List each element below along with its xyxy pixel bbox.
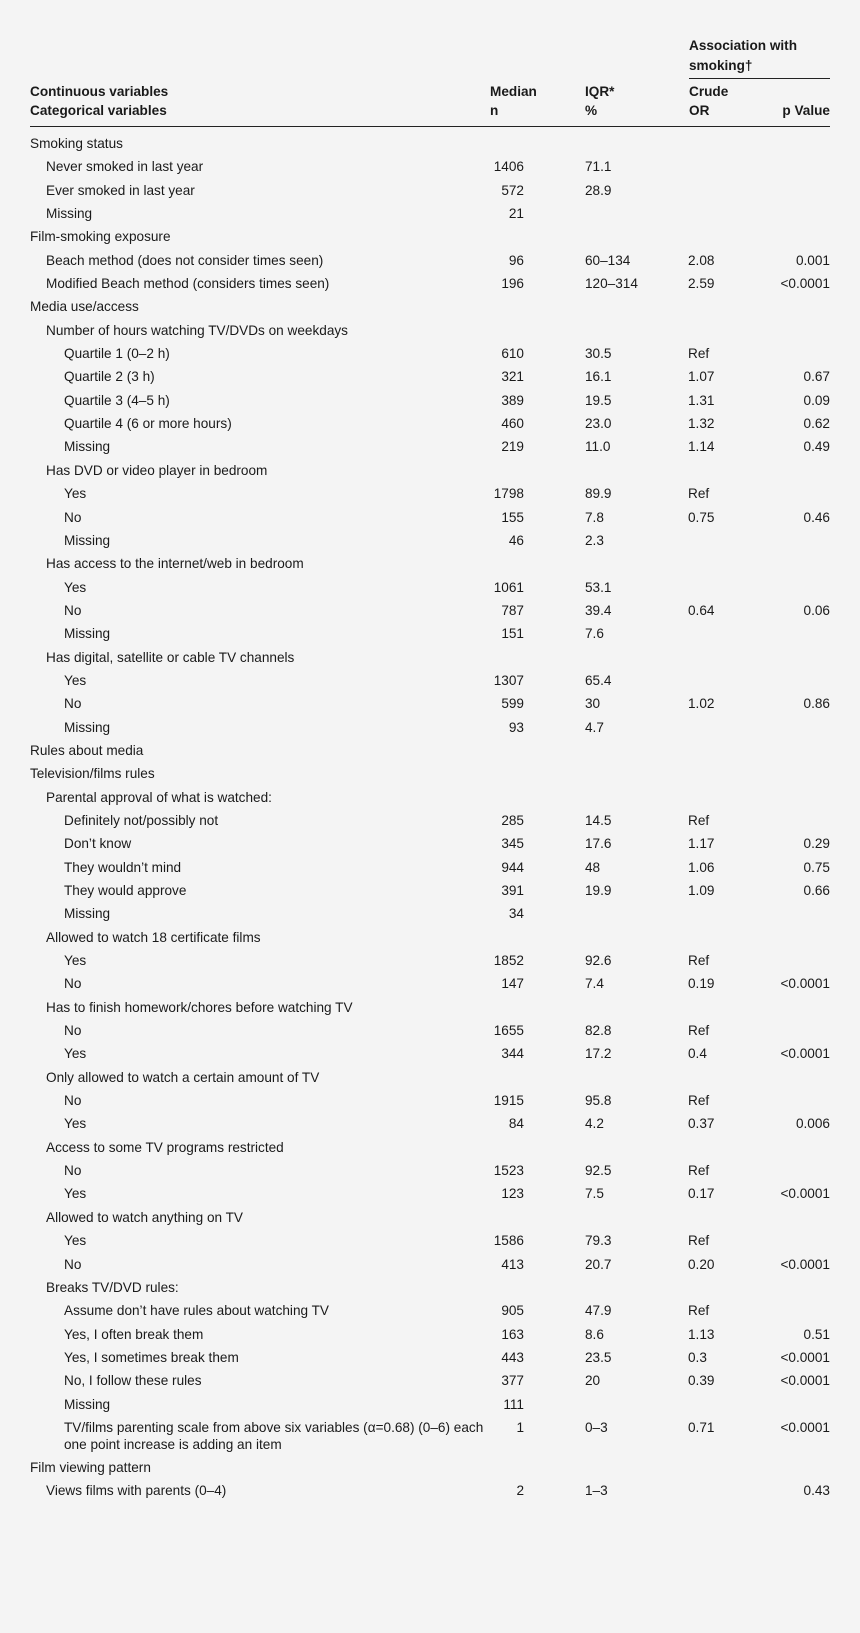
row-label: Has access to the internet/web in bedroom [46, 556, 304, 572]
table-row [0, 389, 860, 412]
table-row [0, 225, 860, 248]
row-label: Has DVD or video player in bedroom [46, 462, 268, 478]
table-row [0, 622, 860, 645]
table-row [0, 1089, 860, 1112]
cell-n: 1798 [493, 486, 524, 502]
table-row [0, 179, 860, 202]
cell-pct: 60–134 [585, 252, 631, 268]
table-row [0, 576, 860, 599]
header-median: Median [490, 84, 537, 99]
cell-or: Ref [688, 1093, 710, 1109]
table-row [0, 272, 860, 295]
row-label: Yes [64, 1233, 87, 1249]
table-row [0, 599, 860, 622]
table-row [0, 716, 860, 739]
cell-or: 0.4 [688, 1046, 707, 1062]
cell-p-value: <0.0001 [780, 1349, 830, 1365]
table-row [0, 1346, 860, 1369]
table-row [0, 1393, 860, 1416]
cell-or: 1.07 [688, 369, 715, 385]
cell-or: 2.08 [688, 252, 715, 268]
cell-n: 787 [501, 602, 524, 618]
cell-n: 345 [501, 836, 524, 852]
cell-n: 1061 [493, 579, 524, 595]
row-label: Yes [64, 1116, 87, 1132]
row-label: Beach method (does not consider times seen) [46, 252, 324, 268]
cell-or: 1.13 [688, 1326, 715, 1342]
cell-pct: 14.5 [585, 812, 612, 828]
cell-pct: 65.4 [585, 672, 612, 688]
table-row [0, 1229, 860, 1252]
table-row [0, 319, 860, 342]
cell-n: 21 [508, 206, 524, 222]
cell-pct: 20 [585, 1373, 601, 1389]
cell-n: 84 [508, 1116, 524, 1132]
row-label: No [64, 976, 82, 992]
cell-n: 389 [501, 392, 524, 408]
cell-p-value: <0.0001 [780, 1046, 830, 1062]
association-rule [689, 78, 830, 79]
table-row [0, 1182, 860, 1205]
table-row [0, 879, 860, 902]
cell-p-value: 0.46 [803, 509, 830, 525]
cell-or: 0.19 [688, 976, 715, 992]
cell-n: 93 [508, 719, 524, 735]
cell-or: 0.71 [688, 1419, 715, 1435]
cell-or: 1.31 [688, 392, 715, 408]
cell-p-value: 0.43 [803, 1483, 830, 1499]
cell-or: Ref [688, 1303, 710, 1319]
row-label: No [64, 1163, 82, 1179]
table-row [0, 739, 860, 762]
cell-pct: 30.5 [585, 346, 612, 362]
cell-or: 1.02 [688, 696, 715, 712]
cell-n: 1406 [493, 159, 524, 175]
table-row [0, 1042, 860, 1065]
cell-pct: 53.1 [585, 579, 612, 595]
row-label: No [64, 602, 82, 618]
row-label: Has to finish homework/chores before watching TV [46, 999, 353, 1015]
table-row [0, 342, 860, 365]
cell-p-value: 0.75 [803, 859, 830, 875]
cell-n: 46 [508, 532, 524, 548]
cell-p-value: 0.001 [795, 252, 830, 268]
table-row [0, 692, 860, 715]
cell-p-value: 0.49 [803, 439, 830, 455]
cell-n: 155 [501, 509, 524, 525]
cell-or: Ref [688, 953, 710, 969]
cell-or: 0.17 [688, 1186, 715, 1202]
cell-or: 0.39 [688, 1373, 715, 1389]
cell-n: 413 [501, 1256, 524, 1272]
cell-n: 1852 [493, 953, 524, 969]
header-continuous-variables: Continuous variables [30, 84, 169, 99]
cell-pct: 4.7 [585, 719, 604, 735]
cell-pct: 7.4 [585, 976, 604, 992]
cell-n: 1307 [493, 672, 524, 688]
cell-pct: 28.9 [585, 182, 612, 198]
table-row [0, 1253, 860, 1276]
cell-or: 0.20 [688, 1256, 715, 1272]
cell-n: 599 [501, 696, 524, 712]
cell-pct: 39.4 [585, 602, 612, 618]
table-row [0, 1206, 860, 1229]
cell-p-value: 0.66 [803, 883, 830, 898]
row-label: Don’t know [64, 836, 132, 852]
cell-n: 1655 [493, 1023, 524, 1039]
cell-or: Ref [688, 346, 710, 362]
cell-or: 1.09 [688, 883, 715, 898]
row-label: Yes, I sometimes break them [64, 1349, 239, 1365]
row-label: Access to some TV programs restricted [46, 1139, 284, 1155]
cell-p-value: 0.86 [803, 696, 830, 712]
cell-pct: 8.6 [585, 1326, 604, 1342]
row-label: Missing [64, 1396, 111, 1412]
row-label: Missing [64, 626, 111, 642]
table-row [0, 1019, 860, 1042]
cell-p-value: 0.006 [795, 1116, 830, 1132]
table-row [0, 1479, 860, 1502]
cell-n: 163 [501, 1326, 524, 1342]
row-label: Media use/access [30, 299, 139, 315]
table-row [0, 202, 860, 225]
cell-n: 147 [501, 976, 524, 992]
cell-p-value: <0.0001 [780, 1256, 830, 1272]
table-row [0, 482, 860, 505]
table-row [0, 832, 860, 855]
cell-pct: 7.5 [585, 1186, 604, 1202]
cell-n: 377 [501, 1373, 524, 1389]
row-label: Missing [64, 532, 111, 548]
table-row [0, 762, 860, 785]
cell-pct: 48 [585, 859, 601, 875]
header-association-line2: smoking† [689, 58, 753, 73]
cell-or: Ref [688, 486, 710, 502]
table-row [0, 1299, 860, 1322]
table-row [0, 809, 860, 832]
cell-n: 1586 [493, 1233, 524, 1249]
cell-pct: 82.8 [585, 1023, 612, 1039]
cell-p-value: 0.29 [803, 836, 830, 852]
table-row [0, 1369, 860, 1392]
row-label: They wouldn’t mind [64, 859, 182, 875]
cell-p-value: <0.0001 [780, 1186, 830, 1202]
table-row [0, 435, 860, 458]
cell-pct: 20.7 [585, 1256, 612, 1272]
cell-pct: 17.2 [585, 1046, 612, 1062]
cell-pct: 92.6 [585, 953, 612, 969]
cell-pct: 4.2 [585, 1116, 604, 1132]
cell-n: 2 [516, 1483, 524, 1499]
table-row [0, 902, 860, 925]
table-row [0, 856, 860, 879]
cell-n: 1523 [493, 1163, 524, 1179]
row-label: Rules about media [30, 742, 144, 758]
table-row [0, 949, 860, 972]
cell-pct: 1–3 [585, 1483, 608, 1499]
row-label: Missing [64, 719, 111, 735]
table-row [0, 459, 860, 482]
cell-or: 2.59 [688, 276, 715, 292]
cell-p-value: 0.51 [803, 1326, 830, 1342]
table-row [0, 506, 860, 529]
cell-p-value: 0.62 [803, 416, 830, 432]
row-label: Yes [64, 672, 87, 688]
cell-pct: 19.5 [585, 392, 612, 408]
cell-or: 1.17 [688, 836, 715, 852]
cell-pct: 23.0 [585, 416, 612, 432]
cell-n: 111 [503, 1396, 524, 1412]
row-label: Quartile 3 (4–5 h) [64, 392, 170, 408]
row-label: Yes, I often break them [64, 1326, 204, 1342]
cell-n: 34 [508, 906, 524, 922]
cell-or: 1.06 [688, 859, 715, 875]
cell-p-value: <0.0001 [780, 976, 830, 992]
row-label: Missing [64, 906, 111, 922]
table-body [0, 132, 860, 1503]
table-row [0, 1159, 860, 1182]
cell-pct: 79.3 [585, 1233, 612, 1249]
row-label: Breaks TV/DVD rules: [46, 1279, 179, 1295]
table-row [0, 1416, 860, 1456]
row-label: Missing [46, 206, 93, 222]
cell-or: 0.75 [688, 509, 715, 525]
cell-n: 944 [501, 859, 524, 875]
row-label: No [64, 696, 82, 712]
cell-pct: 89.9 [585, 486, 612, 502]
cell-n: 460 [501, 416, 524, 432]
row-label: Film-smoking exposure [30, 229, 171, 245]
cell-n: 905 [501, 1303, 524, 1319]
row-label: Never smoked in last year [46, 159, 204, 175]
cell-pct: 7.8 [585, 509, 604, 525]
cell-p-value: <0.0001 [780, 276, 830, 292]
cell-pct: 0–3 [585, 1419, 608, 1435]
header-n: n [490, 103, 499, 118]
header-rule [30, 126, 830, 127]
row-label: Ever smoked in last year [46, 182, 195, 198]
cell-p-value: 0.67 [803, 369, 830, 385]
cell-pct: 47.9 [585, 1303, 612, 1319]
header-categorical-variables: Categorical variables [30, 103, 167, 118]
cell-or: 0.64 [688, 602, 715, 618]
cell-n: 123 [501, 1186, 524, 1202]
cell-pct: 7.6 [585, 626, 604, 642]
row-label: No, I follow these rules [64, 1373, 202, 1389]
row-label: Yes [64, 1046, 87, 1062]
cell-pct: 95.8 [585, 1093, 612, 1109]
table-row [0, 1136, 860, 1159]
table-row [0, 972, 860, 995]
table-row [0, 1066, 860, 1089]
cell-pct: 30 [585, 696, 601, 712]
header-crude: Crude [689, 84, 729, 99]
cell-pct: 17.6 [585, 836, 612, 852]
row-label: No [64, 1093, 82, 1109]
row-label: Has digital, satellite or cable TV channels [46, 649, 295, 665]
row-label: No [64, 509, 82, 525]
cell-pct: 23.5 [585, 1349, 612, 1365]
cell-or: 0.3 [688, 1349, 707, 1365]
header-or: OR [689, 103, 710, 118]
row-label: Definitely not/possibly not [64, 812, 219, 828]
row-label: Assume don’t have rules about watching TV [64, 1303, 329, 1319]
row-label: Film viewing pattern [30, 1459, 151, 1475]
row-label: Only allowed to watch a certain amount of TV [46, 1069, 320, 1085]
cell-or: 1.14 [688, 439, 715, 455]
row-label: Yes [64, 486, 87, 502]
table-row [0, 132, 860, 155]
cell-pct: 71.1 [585, 159, 612, 175]
cell-n: 196 [501, 276, 524, 292]
row-label: Allowed to watch anything on TV [46, 1209, 243, 1225]
row-label: Television/films rules [30, 766, 155, 782]
cell-or: 0.37 [688, 1116, 715, 1132]
table-row [0, 669, 860, 692]
row-label: Yes [64, 1186, 87, 1202]
cell-p-value: <0.0001 [780, 1373, 830, 1389]
table-row [0, 552, 860, 575]
table-row [0, 996, 860, 1019]
row-label: Parental approval of what is watched: [46, 789, 272, 805]
cell-or: Ref [688, 1163, 710, 1179]
table-row [0, 529, 860, 552]
cell-or: 1.32 [688, 416, 715, 432]
row-label: No [64, 1023, 82, 1039]
table-row [0, 786, 860, 809]
row-label: Quartile 1 (0–2 h) [64, 346, 170, 362]
cell-n: 285 [501, 812, 524, 828]
cell-pct: 16.1 [585, 369, 612, 385]
cell-n: 219 [501, 439, 524, 455]
table-row [0, 412, 860, 435]
cell-pct: 120–314 [585, 276, 638, 292]
cell-n: 443 [501, 1349, 524, 1365]
cell-pct: 2.3 [585, 532, 604, 548]
table-row [0, 1112, 860, 1135]
cell-or: Ref [688, 1023, 710, 1039]
cell-n: 572 [501, 182, 524, 198]
row-label: Missing [64, 439, 111, 455]
cell-n: 391 [501, 883, 524, 898]
row-label: Yes [64, 953, 87, 969]
cell-or: Ref [688, 1233, 710, 1249]
cell-n: 344 [501, 1046, 524, 1062]
row-label: Allowed to watch 18 certificate films [46, 929, 261, 945]
table-row [0, 1276, 860, 1299]
table-row [0, 646, 860, 669]
row-label: TV/films parenting scale from above six variables (α=0.68) (0–6) each one point increase is adding an item [64, 1419, 484, 1452]
table-row [0, 926, 860, 949]
row-label: Views films with parents (0–4) [46, 1483, 227, 1499]
cell-pct: 92.5 [585, 1163, 612, 1179]
table-row [0, 1323, 860, 1346]
cell-n: 1915 [493, 1093, 524, 1109]
cell-p-value: <0.0001 [780, 1419, 830, 1435]
header-iqr: IQR* [585, 84, 615, 99]
cell-p-value: 0.09 [803, 392, 830, 408]
header-association-line1: Association with [689, 38, 798, 53]
cell-n: 321 [501, 369, 524, 385]
header-p-value: p Value [782, 103, 830, 118]
table-row [0, 155, 860, 178]
cell-n: 610 [501, 346, 524, 362]
row-label: No [64, 1256, 82, 1272]
cell-n: 151 [501, 626, 524, 642]
cell-n: 1 [516, 1419, 524, 1435]
row-label: Yes [64, 579, 87, 595]
row-label: Smoking status [30, 136, 123, 151]
table-row [0, 1456, 860, 1479]
table-row [0, 365, 860, 388]
row-label: Quartile 4 (6 or more hours) [64, 416, 232, 432]
row-label: Modified Beach method (considers times seen) [46, 276, 330, 292]
table-row [0, 249, 860, 272]
table-row [0, 295, 860, 318]
cell-pct: 11.0 [585, 439, 611, 455]
row-label: They would approve [64, 883, 187, 898]
row-label: Number of hours watching TV/DVDs on weekdays [46, 322, 348, 338]
row-label: Quartile 2 (3 h) [64, 369, 155, 385]
header-percent: % [585, 103, 598, 118]
cell-p-value: 0.06 [803, 602, 830, 618]
cell-pct: 19.9 [585, 883, 612, 898]
cell-or: Ref [688, 812, 710, 828]
cell-n: 96 [508, 252, 524, 268]
